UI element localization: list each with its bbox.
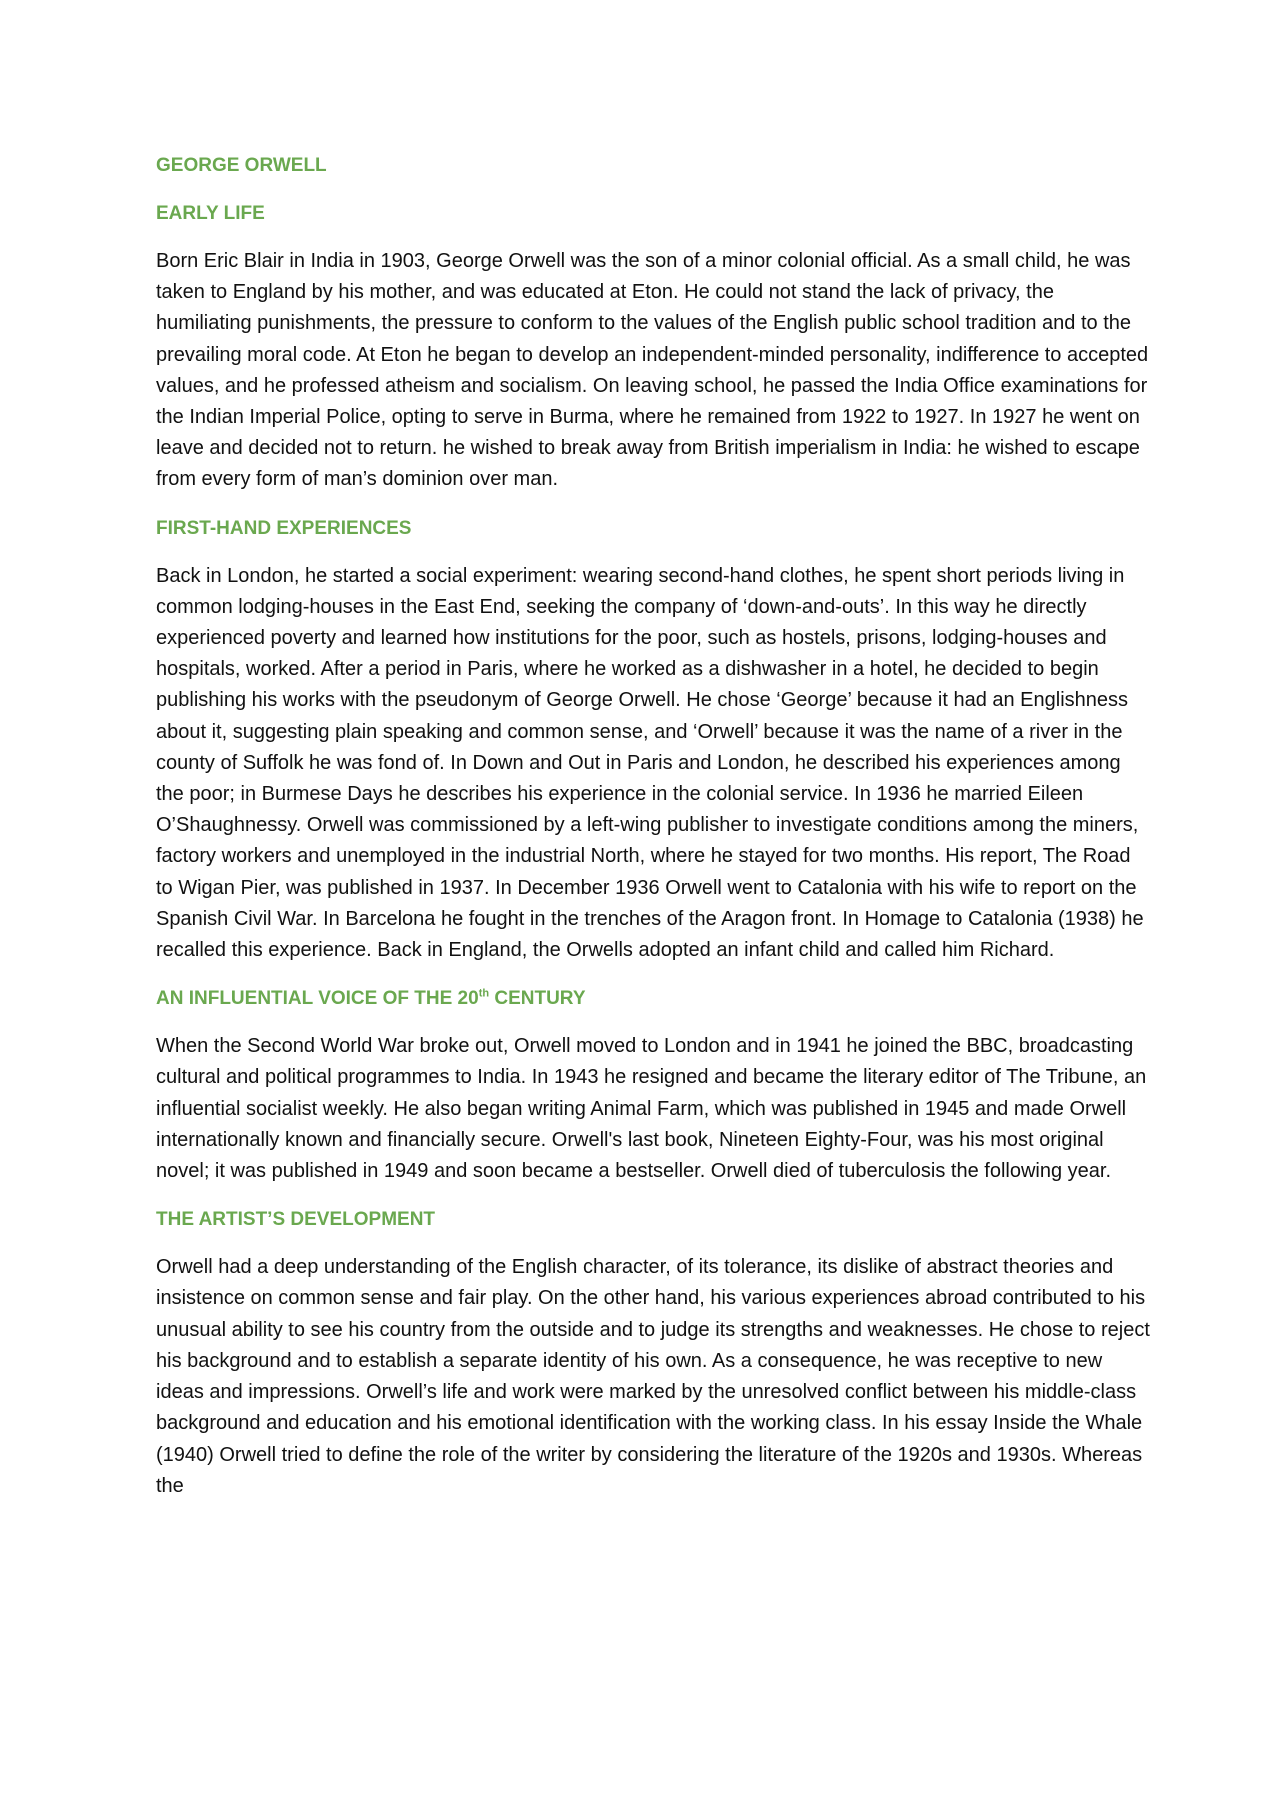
section-heading-artists-development: THE ARTIST’S DEVELOPMENT — [156, 1209, 436, 1231]
document-page — [156, 150, 1156, 1519]
section-heading-influential-voice — [156, 983, 1156, 1014]
section-heading-influential-voice-tail: CENTURY — [489, 988, 586, 1010]
section-body-early-life: Born Eric Blair in India in 1903, George Orwell was the son of a minor colonial official. As a small child, he was taken to England by his mother, and was educated at Eton. He could not stand the lack of privacy, the humiliating punishments, the pressure to conform to the values of the English public school tradition and to the prevailing moral code. At Eton he began to develop an independent-minded personality, indifference to accepted values, and he professed atheism and socialism. On leaving school, he passed the India Office examinations for the Indian Imperial Police, opting to serve in Burma, where he remained from 1922 to 1927. In 1927 he went on leave and decided not to return. he wished to break away from British imperialism in India: he wished to escape from every form of man’s dominion over man. — [156, 250, 1149, 491]
section-heading-early-life: EARLY LIFE — [156, 203, 265, 224]
section-body-artists-development: Orwell had a deep understanding of the English character, of its tolerance, its dislike of abstract theories and insistence on common sense and fair play. On the other hand, his various experiences abroad contributed to his unusual ability to see his country from the outside and to judge its strengths and weaknesses. He chose to reject his background and to establish a separate identity of his own. As a consequence, he was receptive to new ideas and impressions. Orwell’s life and work were marked by the unresolved conflict between his middle-class background and education and his emotional identification with the working class. In his essay Inside the Whale (1940) Orwell tried to define the role of the writer by considering the literature of the 1920s and 1930s. Whereas the — [156, 1256, 1150, 1497]
document-title: GEORGE ORWELL — [156, 155, 327, 176]
section-heading-first-hand-experiences: FIRST-HAND EXPERIENCES — [156, 517, 412, 539]
section-heading-influential-voice-sup: th — [478, 987, 490, 1000]
section-body-influential-voice: When the Second World War broke out, Orwell moved to London and in 1941 he joined the BBC, broadcasting cultural and political programmes to India. In 1943 he resigned and became the literary editor of The Tribune, an influential socialist weekly. He also began writing Animal Farm, which was published in 1945 and made Orwell internationally known and financially secure. Orwell's last book, Nineteen Eighty-Four, was his most original novel; it was published in 1949 and soon became a bestseller. Orwell died of tuberculosis the following year. — [156, 1035, 1147, 1183]
section-body-first-hand-experiences: Back in London, he started a social experiment: wearing second-hand clothes, he spent short periods living in common lodging-houses in the East End, seeking the company of ‘down-and-outs’. In this way he directly experienced poverty and learned how institutions for the poor, such as hostels, prisons, lodging-houses and hospitals, worked. After a period in Paris, where he worked as a dishwasher in a hotel, he decided to begin publishing his works with the pseudonym of George Orwell. He chose ‘George’ because it had an Englishness about it, suggesting plain speaking and common sense, and ‘Orwell’ because it was the name of a river in the county of Suffolk he was fond of. In Down and Out in Paris and London, he described his experiences among the poor; in Burmese Days he describes his experience in the colonial service. In 1936 he married Eileen O’Shaughnessy. Orwell was commissioned by a left-wing publisher to investigate conditions among the miners, factory workers and unemployed in the industrial North, where he stayed for two months. His report, The Road to Wigan Pier, was published in 1937. In December 1936 Orwell went to Catalonia with his wife to report on the Spanish Civil War. In Barcelona he fought in the trenches of the Aragon front. In Homage to Catalonia (1938) he recalled this experience. Back in England, the Orwells adopted an infant child and called him Richard. — [156, 564, 1144, 962]
section-heading-influential-voice-main: AN INFLUENTIAL VOICE OF THE 20 — [156, 988, 479, 1010]
